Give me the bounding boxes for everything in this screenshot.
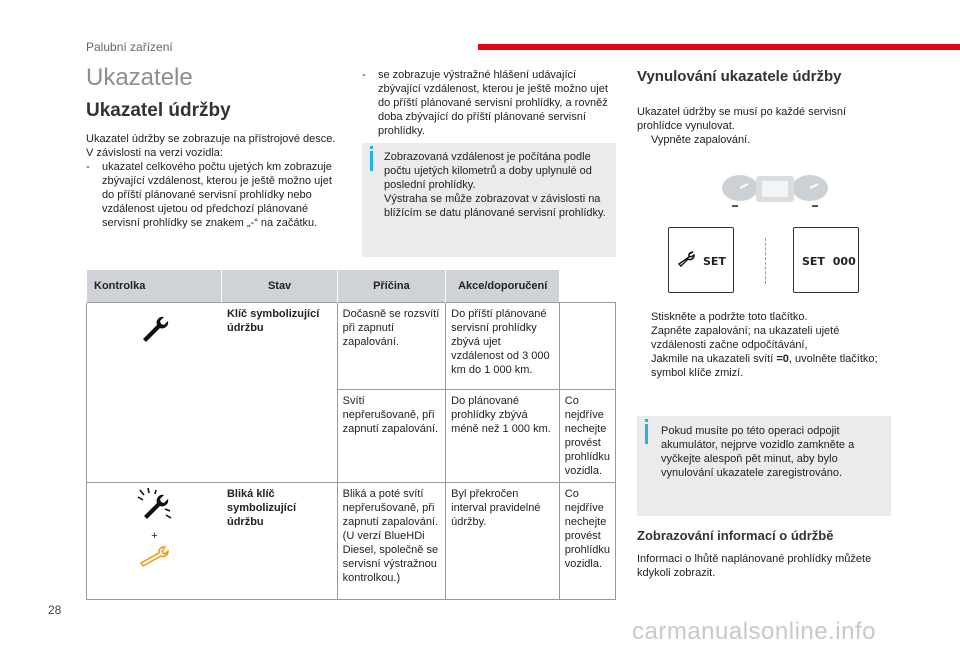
intro-item-2-text: se zobrazuje výstražné hlášení udávající zbývající vzdálenost, kterou je ještě možno ujet do příští plánované servisní prohlídky, a rovněž doba zbývající do příští plánované servisní prohlídky. bbox=[378, 69, 608, 137]
info-icon bbox=[645, 419, 648, 422]
reset-intro: Ukazatel údržby se musí po každé servisní prohlídce vynulovat. bbox=[637, 106, 847, 132]
reset-title: Vynulování ukazatele údržby bbox=[637, 68, 842, 85]
wrench-icon-cell bbox=[87, 303, 222, 483]
akce-cell: Co nejdříve nechejte provést prohlídku vozidla. bbox=[559, 483, 615, 600]
light-name: Bliká klíč symbolizující údržbu bbox=[222, 483, 337, 600]
dash-marker: - bbox=[86, 161, 90, 173]
header-accent-bar bbox=[478, 44, 960, 50]
warning-lights-table bbox=[86, 270, 616, 600]
intro-text: Ukazatel údržby se zobrazuje na přístrojové desce. V závislosti na verzi vozidla: bbox=[86, 133, 336, 159]
plus-sign: + bbox=[151, 530, 158, 542]
set-000-label: SET 000 bbox=[802, 255, 856, 268]
stav-cell: Svítí nepřerušovaně, při zapnutí zapalování. bbox=[337, 390, 445, 483]
wrench-icon bbox=[677, 251, 697, 267]
intro-item-1 bbox=[86, 160, 336, 230]
orange-wrench-icon bbox=[137, 545, 171, 567]
info-note-1-text: Zobrazovaná vzdálenost je počítána podle počtu ujetých kilometrů a doby uplynulé od poslední prohlídky. Výstraha se může zobrazovat v závislosti na blížícím se datu plánované servisní prohlídky. bbox=[384, 151, 606, 219]
reset-step-3 bbox=[637, 352, 887, 380]
akce-cell: Co nejdříve nechejte provést prohlídku vozidla. bbox=[559, 390, 615, 483]
flashing-wrench-icon-cell bbox=[87, 483, 222, 600]
separator-line bbox=[765, 238, 766, 284]
wrench-icon bbox=[138, 313, 170, 345]
reset-step-0 bbox=[637, 133, 877, 147]
reset-step-2 bbox=[637, 324, 887, 352]
set-000-display bbox=[793, 227, 859, 293]
reset-steps bbox=[637, 310, 887, 380]
reset-step-1-text: Stiskněte a podržte toto tlačítko. bbox=[651, 311, 808, 323]
info-icon-bar bbox=[370, 151, 373, 171]
col-header-akce: Akce/doporučení bbox=[446, 270, 560, 303]
intro-block bbox=[86, 132, 336, 230]
pricina-cell: Do plánované prohlídky zbývá méně než 1 000 km. bbox=[446, 390, 560, 483]
intro-item-1-text: ukazatel celkového počtu ujetých km zobrazuje zbývající vzdálenost, kterou je ještě možno ujet do příští plánované servisní prohlídky nebo vzdálenost ujetou od předchozí plánované servisní prohlídky se znakem „-“ na začátku. bbox=[102, 161, 332, 229]
section-title: Palubní zařízení bbox=[86, 40, 173, 54]
info-icon bbox=[370, 146, 373, 149]
pricina-cell: Do příští plánované servisní prohlídky zbývá ujet vzdálenost od 3 000 km do 1 000 km. bbox=[446, 303, 560, 390]
col-header-stav: Stav bbox=[222, 270, 337, 303]
watermark: carmanualsonline.info bbox=[632, 618, 876, 645]
reset-step-2-text: Zapněte zapalování; na ukazateli ujeté vzdálenosti začne odpočítávání, bbox=[651, 325, 840, 351]
reset-intro-block bbox=[637, 105, 877, 147]
pricina-cell: Byl překročen interval pravidelné údržby. bbox=[446, 483, 560, 600]
reset-step-3-text-a: Jakmile na ukazateli svítí bbox=[651, 353, 777, 365]
instrument-cluster-illustration bbox=[720, 172, 830, 212]
info-note-2 bbox=[637, 416, 891, 516]
akce-cell bbox=[559, 303, 615, 390]
table-row bbox=[87, 483, 616, 600]
info-icon-bar bbox=[645, 424, 648, 444]
set-button[interactable] bbox=[668, 227, 734, 293]
table-row bbox=[87, 303, 616, 390]
col-header-pricina: Příčina bbox=[337, 270, 445, 303]
page-number: 28 bbox=[48, 603, 62, 617]
page-title: Ukazatele bbox=[86, 64, 193, 91]
info-note-1 bbox=[362, 143, 616, 257]
col-header-kontrolka: Kontrolka bbox=[87, 270, 222, 303]
section-heading: Ukazatel údržby bbox=[86, 100, 231, 121]
set-label: SET bbox=[703, 255, 726, 268]
stav-cell: Bliká a poté svítí nepřerušovaně, při zapnutí zapalování. (U verzí BlueHDi Diesel, společně se servisní výstražnou kontrolkou.) bbox=[337, 483, 445, 600]
info-title: Zobrazování informací o údržbě bbox=[637, 528, 834, 543]
light-name: Klíč symbolizující údržbu bbox=[222, 303, 337, 483]
stav-cell: Dočasně se rozsvítí při zapnutí zapalování. bbox=[337, 303, 445, 390]
info-note-2-text: Pokud musíte po této operaci odpojit akumulátor, nejprve vozidlo zamkněte a vyčkejte alespoň pět minut, aby bylo vynulování ukazatele zaregistrováno. bbox=[661, 425, 855, 479]
intro-item-2 bbox=[362, 68, 614, 138]
reset-step-0-text: Vypněte zapalování. bbox=[651, 134, 751, 146]
reset-step-1 bbox=[637, 310, 887, 324]
reset-step-3-text-c: , uvolněte tlačítko; symbol klíče zmizí. bbox=[651, 353, 878, 379]
flashing-wrench-icon bbox=[134, 487, 174, 523]
reset-step-3-value: =0 bbox=[776, 353, 789, 365]
dash-marker: - bbox=[362, 69, 366, 81]
info-text: Informaci o lhůtě naplánované prohlídky můžete kdykoli zobrazit. bbox=[637, 553, 872, 579]
